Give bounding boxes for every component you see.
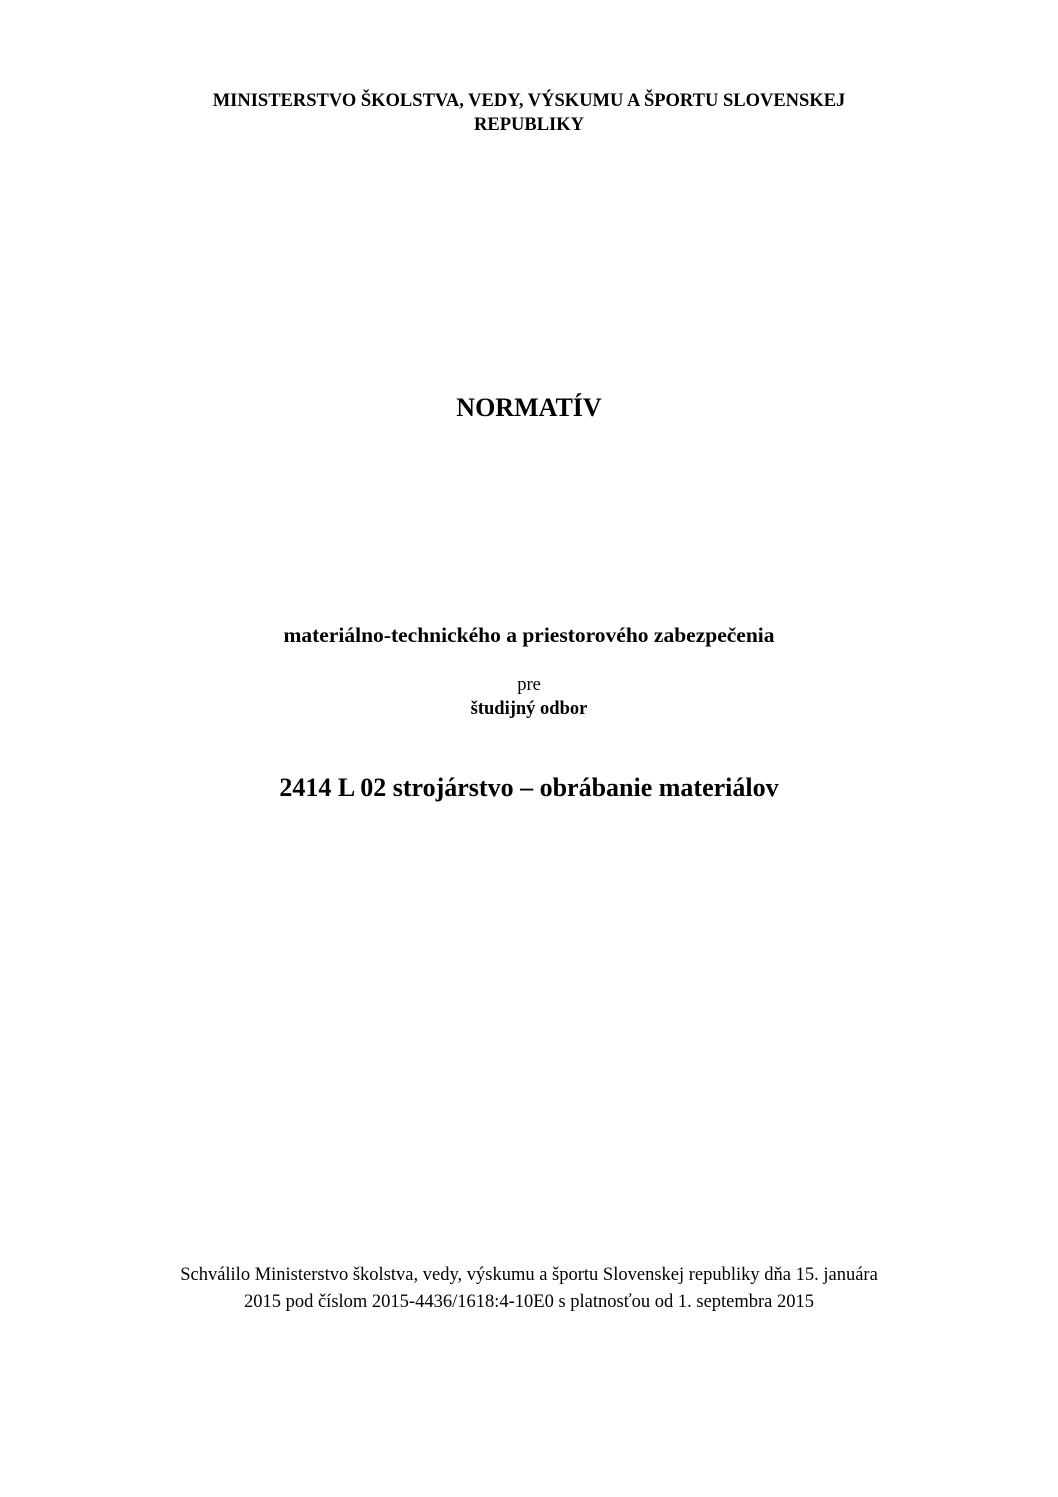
field-type-label: študijný odbor <box>470 699 588 719</box>
field-of-study-name: 2414 L 02 strojárstvo – obrábanie materiálov <box>279 773 779 802</box>
subject-description: materiálno-technického a priestorového zabezpečenia <box>283 623 775 647</box>
approval-statement-line-2: 2015 pod číslom 2015-4436/1618:4-10E0 s platnosťou od 1. septembra 2015 <box>243 1292 815 1312</box>
preposition-text: pre <box>517 675 541 695</box>
ministry-name-line-2: REPUBLIKY <box>474 115 584 135</box>
ministry-name-line-1: MINISTERSTVO ŠKOLSTVA, VEDY, VÝSKUMU A ŠPORTU SLOVENSKEJ <box>212 91 846 111</box>
approval-statement-line-1: Schválilo Ministerstvo školstva, vedy, výskumu a športu Slovenskej republiky dňa 15. januára <box>180 1265 878 1285</box>
document-title: NORMATÍV <box>456 393 602 422</box>
